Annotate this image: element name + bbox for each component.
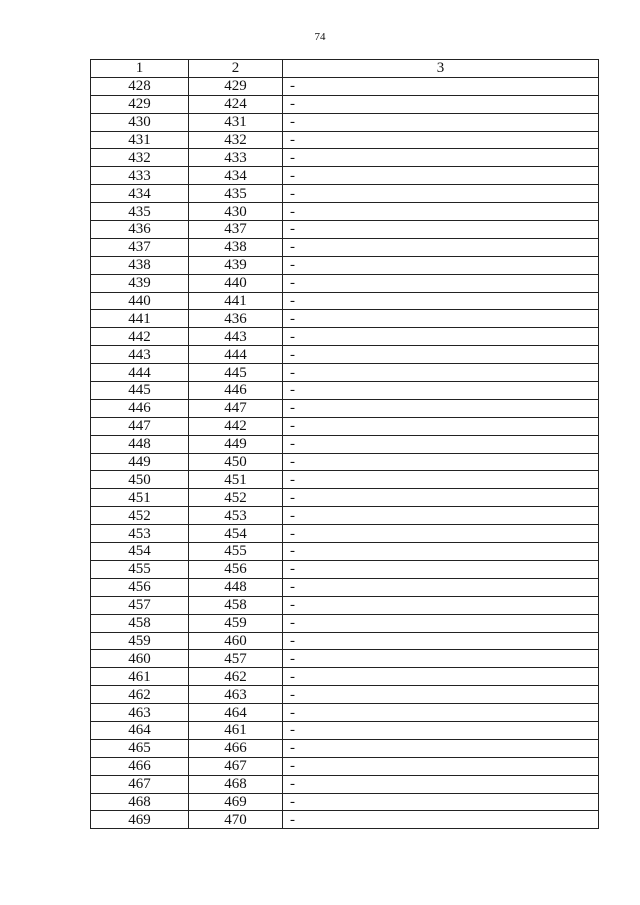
table-row (91, 364, 599, 382)
cell-col-1: 464 (91, 721, 189, 739)
cell-col-2: 454 (189, 525, 283, 543)
cell-col-1: 458 (91, 614, 189, 632)
table-row (91, 614, 599, 632)
cell-col-3: - (283, 310, 599, 328)
cell-col-1: 437 (91, 238, 189, 256)
cell-col-3: - (283, 721, 599, 739)
cell-col-2: 460 (189, 632, 283, 650)
cell-col-2: 461 (189, 721, 283, 739)
table-row (91, 399, 599, 417)
cell-col-3: - (283, 739, 599, 757)
cell-col-3: - (283, 364, 599, 382)
table-row (91, 238, 599, 256)
cell-col-1: 459 (91, 632, 189, 650)
cell-col-2: 466 (189, 739, 283, 757)
cell-col-1: 461 (91, 668, 189, 686)
cell-col-2: 429 (189, 77, 283, 95)
cell-col-3: - (283, 489, 599, 507)
cell-col-2: 431 (189, 113, 283, 131)
table-row (91, 543, 599, 561)
column-header-1: 1 (91, 60, 189, 78)
cell-col-2: 439 (189, 256, 283, 274)
cell-col-3: - (283, 238, 599, 256)
cell-col-1: 469 (91, 811, 189, 829)
table-row (91, 203, 599, 221)
cell-col-1: 448 (91, 435, 189, 453)
cell-col-2: 462 (189, 668, 283, 686)
cell-col-2: 459 (189, 614, 283, 632)
cell-col-1: 463 (91, 704, 189, 722)
cell-col-2: 444 (189, 346, 283, 364)
cell-col-3: - (283, 221, 599, 239)
cell-col-3: - (283, 811, 599, 829)
data-table (90, 59, 599, 829)
cell-col-2: 433 (189, 149, 283, 167)
cell-col-2: 443 (189, 328, 283, 346)
cell-col-2: 434 (189, 167, 283, 185)
table-row (91, 793, 599, 811)
cell-col-1: 447 (91, 417, 189, 435)
table-row (91, 382, 599, 400)
cell-col-2: 463 (189, 686, 283, 704)
cell-col-2: 468 (189, 775, 283, 793)
cell-col-3: - (283, 650, 599, 668)
cell-col-2: 446 (189, 382, 283, 400)
cell-col-1: 468 (91, 793, 189, 811)
table-row (91, 668, 599, 686)
cell-col-2: 437 (189, 221, 283, 239)
table-header (91, 60, 599, 78)
cell-col-3: - (283, 543, 599, 561)
table-row (91, 560, 599, 578)
cell-col-3: - (283, 256, 599, 274)
header-row (91, 60, 599, 78)
cell-col-1: 453 (91, 525, 189, 543)
cell-col-2: 450 (189, 453, 283, 471)
table-row (91, 167, 599, 185)
cell-col-3: - (283, 203, 599, 221)
cell-col-3: - (283, 274, 599, 292)
cell-col-1: 467 (91, 775, 189, 793)
cell-col-3: - (283, 417, 599, 435)
table-row (91, 185, 599, 203)
cell-col-1: 428 (91, 77, 189, 95)
table-row (91, 489, 599, 507)
table-row (91, 435, 599, 453)
cell-col-1: 457 (91, 596, 189, 614)
cell-col-3: - (283, 632, 599, 650)
cell-col-1: 436 (91, 221, 189, 239)
cell-col-2: 455 (189, 543, 283, 561)
cell-col-2: 438 (189, 238, 283, 256)
column-header-3: 3 (283, 60, 599, 78)
cell-col-2: 451 (189, 471, 283, 489)
cell-col-3: - (283, 399, 599, 417)
table-row (91, 775, 599, 793)
cell-col-2: 447 (189, 399, 283, 417)
cell-col-3: - (283, 77, 599, 95)
table-row (91, 221, 599, 239)
table-row (91, 471, 599, 489)
cell-col-2: 441 (189, 292, 283, 310)
cell-col-1: 446 (91, 399, 189, 417)
cell-col-3: - (283, 507, 599, 525)
cell-col-3: - (283, 596, 599, 614)
table-row (91, 292, 599, 310)
cell-col-2: 424 (189, 95, 283, 113)
cell-col-2: 452 (189, 489, 283, 507)
cell-col-3: - (283, 453, 599, 471)
cell-col-2: 457 (189, 650, 283, 668)
cell-col-1: 466 (91, 757, 189, 775)
cell-col-3: - (283, 686, 599, 704)
table-row (91, 453, 599, 471)
cell-col-2: 449 (189, 435, 283, 453)
cell-col-1: 438 (91, 256, 189, 274)
table-row (91, 131, 599, 149)
table-row (91, 274, 599, 292)
cell-col-2: 469 (189, 793, 283, 811)
table-row (91, 149, 599, 167)
cell-col-1: 435 (91, 203, 189, 221)
cell-col-2: 458 (189, 596, 283, 614)
cell-col-1: 452 (91, 507, 189, 525)
cell-col-3: - (283, 757, 599, 775)
table-row (91, 632, 599, 650)
cell-col-2: 430 (189, 203, 283, 221)
cell-col-2: 464 (189, 704, 283, 722)
cell-col-3: - (283, 525, 599, 543)
cell-col-2: 470 (189, 811, 283, 829)
table-row (91, 811, 599, 829)
cell-col-1: 462 (91, 686, 189, 704)
cell-col-2: 442 (189, 417, 283, 435)
cell-col-1: 455 (91, 560, 189, 578)
cell-col-3: - (283, 560, 599, 578)
cell-col-1: 444 (91, 364, 189, 382)
table-row (91, 77, 599, 95)
cell-col-1: 434 (91, 185, 189, 203)
cell-col-2: 440 (189, 274, 283, 292)
cell-col-3: - (283, 131, 599, 149)
table-row (91, 256, 599, 274)
cell-col-1: 433 (91, 167, 189, 185)
cell-col-3: - (283, 435, 599, 453)
table-body (91, 77, 599, 828)
cell-col-3: - (283, 471, 599, 489)
cell-col-1: 451 (91, 489, 189, 507)
cell-col-2: 432 (189, 131, 283, 149)
cell-col-1: 441 (91, 310, 189, 328)
cell-col-1: 445 (91, 382, 189, 400)
table-row (91, 721, 599, 739)
cell-col-1: 440 (91, 292, 189, 310)
cell-col-3: - (283, 668, 599, 686)
table-row (91, 578, 599, 596)
table-row (91, 739, 599, 757)
cell-col-3: - (283, 185, 599, 203)
cell-col-1: 442 (91, 328, 189, 346)
table-row (91, 596, 599, 614)
table-row (91, 507, 599, 525)
cell-col-2: 456 (189, 560, 283, 578)
page-number: 74 (314, 31, 326, 43)
cell-col-3: - (283, 113, 599, 131)
cell-col-3: - (283, 382, 599, 400)
cell-col-3: - (283, 614, 599, 632)
cell-col-1: 443 (91, 346, 189, 364)
cell-col-3: - (283, 149, 599, 167)
cell-col-3: - (283, 328, 599, 346)
cell-col-3: - (283, 346, 599, 364)
table-row (91, 757, 599, 775)
cell-col-1: 431 (91, 131, 189, 149)
cell-col-1: 449 (91, 453, 189, 471)
cell-col-1: 429 (91, 95, 189, 113)
cell-col-2: 436 (189, 310, 283, 328)
cell-col-3: - (283, 292, 599, 310)
table-row (91, 346, 599, 364)
table-row (91, 113, 599, 131)
table-row (91, 650, 599, 668)
table-row (91, 525, 599, 543)
cell-col-3: - (283, 793, 599, 811)
cell-col-1: 432 (91, 149, 189, 167)
table-row (91, 417, 599, 435)
cell-col-2: 448 (189, 578, 283, 596)
cell-col-1: 430 (91, 113, 189, 131)
cell-col-3: - (283, 167, 599, 185)
cell-col-2: 435 (189, 185, 283, 203)
table-row (91, 328, 599, 346)
cell-col-2: 467 (189, 757, 283, 775)
cell-col-2: 453 (189, 507, 283, 525)
cell-col-1: 456 (91, 578, 189, 596)
table-row (91, 704, 599, 722)
cell-col-1: 439 (91, 274, 189, 292)
cell-col-1: 454 (91, 543, 189, 561)
table-row (91, 95, 599, 113)
cell-col-3: - (283, 95, 599, 113)
cell-col-3: - (283, 775, 599, 793)
table-row (91, 310, 599, 328)
cell-col-1: 465 (91, 739, 189, 757)
cell-col-3: - (283, 704, 599, 722)
cell-col-3: - (283, 578, 599, 596)
table-row (91, 686, 599, 704)
cell-col-1: 450 (91, 471, 189, 489)
column-header-2: 2 (189, 60, 283, 78)
cell-col-1: 460 (91, 650, 189, 668)
cell-col-2: 445 (189, 364, 283, 382)
